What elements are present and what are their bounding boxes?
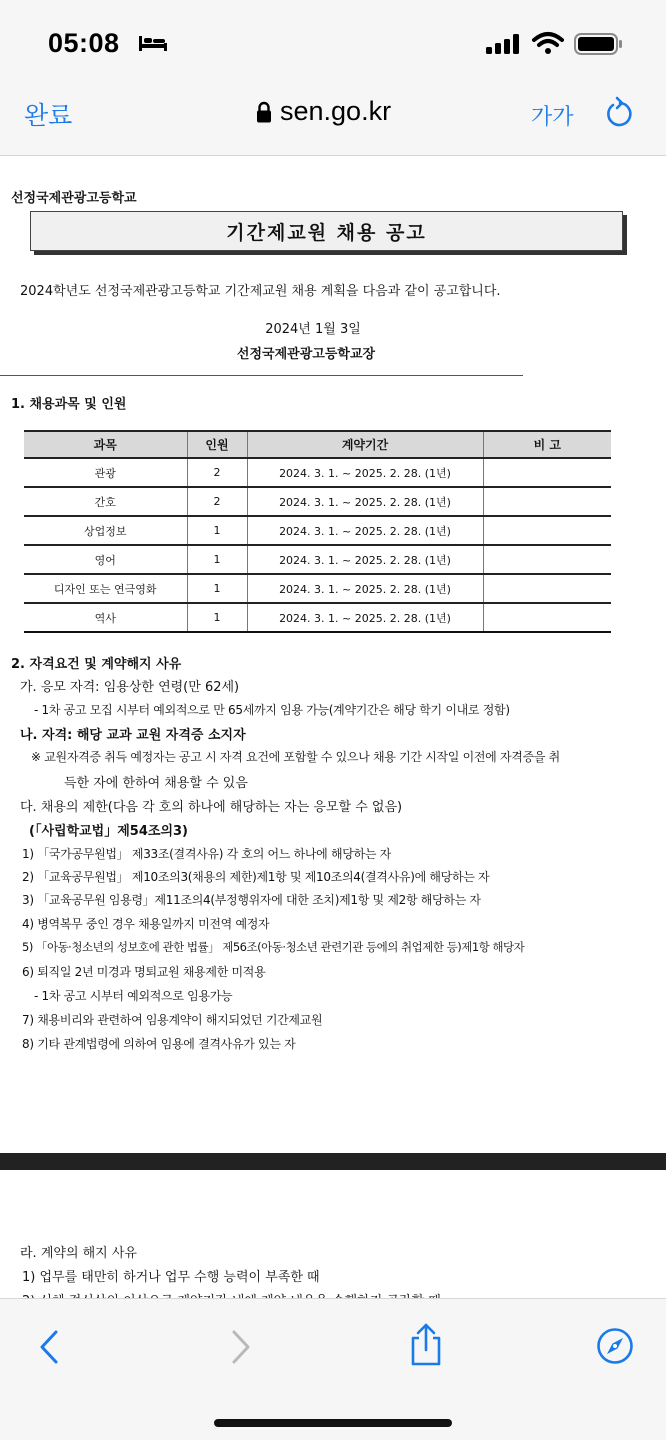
qualification-license-note-1: ※ 교원자격증 취득 예정자는 공고 시 자격 요건에 포함할 수 있으나 채용 기간 시작일 이전에 자격증을 취 <box>31 750 560 764</box>
cell-period: 2024. 3. 1. ~ 2025. 2. 28. (1년) <box>247 458 483 487</box>
forward-icon[interactable] <box>228 1329 254 1365</box>
restriction-item: 7) 채용비리와 관련하여 임용계약이 해지되었던 기간제교원 <box>22 1013 323 1027</box>
restriction-law: (「사립학교법」제54조의3) <box>29 824 188 839</box>
restriction-item: 6) 퇴직일 2년 미경과 명퇴교원 채용제한 미적용 <box>22 965 266 979</box>
cell-count: 1 <box>187 603 247 632</box>
cell-subject: 상업정보 <box>24 516 187 545</box>
web-page-content[interactable] <box>0 157 666 1153</box>
cell-period: 2024. 3. 1. ~ 2025. 2. 28. (1년) <box>247 516 483 545</box>
restriction-item-note: - 1차 공고 시부터 예외적으로 임용가능 <box>34 989 233 1003</box>
address-text: sen.go.kr <box>280 96 392 126</box>
cell-subject: 역사 <box>24 603 187 632</box>
cell-subject: 디자인 또는 연극영화 <box>24 574 187 603</box>
cell-subject: 영어 <box>24 545 187 574</box>
browser-bottom-toolbar <box>0 1298 666 1440</box>
web-page-content-next[interactable] <box>0 1170 666 1298</box>
qualification-age: 가. 응모 자격: 임용상한 연령(만 62세) <box>20 680 240 695</box>
page-break-band <box>0 1153 666 1170</box>
header-subject: 과목 <box>24 431 187 458</box>
qualification-license: 나. 자격: 해당 교과 교원 자격증 소지자 <box>20 728 246 743</box>
wifi-icon <box>532 32 564 54</box>
notice-title: 기간제교원 채용 공고 <box>226 221 427 244</box>
restriction-item: 3) 「교육공무원 임용령」제11조의4(부정행위자에 대한 조치)제1항 및 제2항 해당하는 자 <box>22 893 481 907</box>
compass-icon[interactable] <box>596 1327 634 1365</box>
cell-remarks <box>483 574 611 603</box>
cell-period: 2024. 3. 1. ~ 2025. 2. 28. (1년) <box>247 603 483 632</box>
cell-subject: 관광 <box>24 458 187 487</box>
cell-subject: 간호 <box>24 487 187 516</box>
cell-period: 2024. 3. 1. ~ 2025. 2. 28. (1년) <box>247 574 483 603</box>
cell-count: 2 <box>187 487 247 516</box>
browser-top-bar <box>0 0 666 156</box>
notice-date: 2024년 1월 3일 <box>265 322 361 337</box>
cellular-signal-icon <box>486 34 520 54</box>
cell-count: 1 <box>187 516 247 545</box>
qualification-age-note: - 1차 공고 모집 시부터 예외적으로 만 65세까지 임용 가능(계약기간은 해당 학기 이내로 정함) <box>34 703 510 717</box>
restriction-item: 4) 병역복무 중인 경우 채용일까지 미전역 예정자 <box>22 917 270 931</box>
termination-heading: 라. 계약의 해지 사유 <box>20 1246 137 1261</box>
table-row <box>24 574 611 603</box>
notice-principal: 선정국제관광고등학교장 <box>236 347 376 362</box>
reload-icon[interactable] <box>604 96 636 130</box>
cell-remarks <box>483 458 611 487</box>
table-row <box>24 458 611 487</box>
home-indicator[interactable] <box>214 1419 452 1427</box>
notice-intro: 2024학년도 선정국제관광고등학교 기간제교원 채용 계획을 다음과 같이 공고합니다. <box>20 284 501 299</box>
qualification-license-note-2: 득한 자에 한하여 채용할 수 있음 <box>64 776 248 791</box>
cell-remarks <box>483 487 611 516</box>
termination-item: 1) 업무를 태만히 하거나 업무 수행 능력이 부족한 때 <box>22 1270 320 1285</box>
restriction-item: 2) 「교육공무원법」 제10조의3(채용의 제한)제1항 및 제10조의4(결격사유)에 해당하는 자 <box>22 870 490 884</box>
status-time: 05:08 <box>48 28 120 58</box>
share-icon[interactable] <box>406 1323 446 1367</box>
cell-remarks <box>483 545 611 574</box>
table-row <box>24 545 611 574</box>
table-header-row <box>24 431 611 458</box>
cell-remarks <box>483 603 611 632</box>
cell-count: 2 <box>187 458 247 487</box>
restriction-item: 8) 기타 관계법령에 의하여 임용에 결격사유가 있는 자 <box>22 1037 296 1051</box>
battery-icon <box>574 33 624 55</box>
restriction-heading: 다. 채용의 제한(다음 각 호의 하나에 해당하는 자는 응모할 수 없음) <box>20 800 403 815</box>
notice-title-box <box>30 211 623 251</box>
recruitment-table <box>24 430 611 633</box>
divider <box>0 375 523 376</box>
table-row <box>24 516 611 545</box>
section-1-title: 1. 채용과목 및 인원 <box>11 397 127 412</box>
restriction-item: 1) 「국가공무원법」 제33조(결격사유) 각 호의 어느 하나에 해당하는 자 <box>22 847 391 861</box>
done-button[interactable]: 완료 <box>24 101 73 130</box>
header-remarks: 비 고 <box>483 431 611 458</box>
text-size-button[interactable]: 가가 <box>531 105 574 130</box>
school-name: 선정국제관광고등학교 <box>11 191 137 206</box>
address-bar[interactable] <box>256 96 391 127</box>
cell-count: 1 <box>187 545 247 574</box>
table-row <box>24 487 611 516</box>
back-icon[interactable] <box>36 1329 62 1365</box>
cell-period: 2024. 3. 1. ~ 2025. 2. 28. (1년) <box>247 487 483 516</box>
cell-period: 2024. 3. 1. ~ 2025. 2. 28. (1년) <box>247 545 483 574</box>
sleep-mode-icon <box>138 34 168 52</box>
cell-count: 1 <box>187 574 247 603</box>
restriction-item: 5) 「아동·청소년의 성보호에 관한 법률」 제56조(아동·청소년 관련기관 등에의 취업제한 등)제1항 해당자 <box>22 940 525 954</box>
table-row <box>24 603 611 632</box>
header-period: 계약기간 <box>247 431 483 458</box>
header-count: 인원 <box>187 431 247 458</box>
lock-icon <box>256 101 272 123</box>
section-2-title: 2. 자격요건 및 계약해지 사유 <box>11 657 182 672</box>
cell-remarks <box>483 516 611 545</box>
